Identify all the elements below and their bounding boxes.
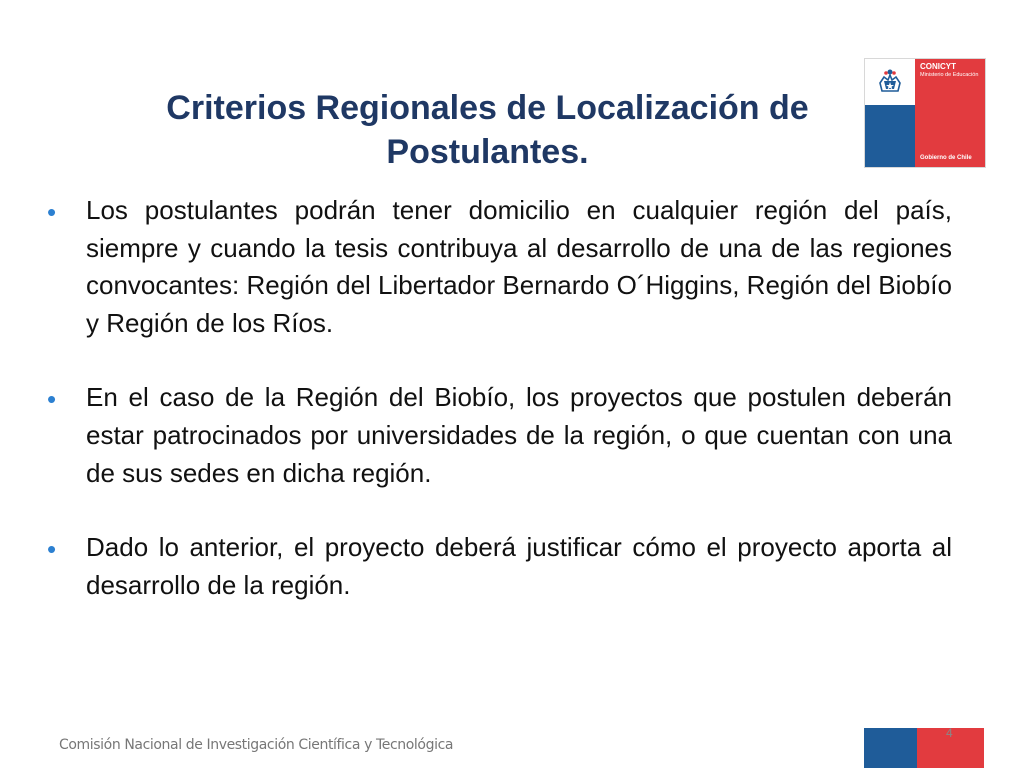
- page-number: 4: [946, 726, 953, 740]
- logo-blue-band: [865, 59, 915, 167]
- footer-blue-band: [864, 728, 917, 768]
- bullet-icon: •: [47, 534, 57, 565]
- logo-government: Gobierno de Chile: [920, 155, 972, 161]
- chile-coat-of-arms-icon: [865, 59, 915, 105]
- slide-title-line-1: Criterios Regionales de Localización de: [166, 89, 809, 127]
- slide-title-line-2: Postulantes.: [386, 133, 589, 171]
- slide-content: [44, 192, 952, 604]
- bullet-text-2: En el caso de la Región del Biobío, los proyectos que postulen deberán estar patrocinados por universidades de la región, o que cuentan con una de sus sedes en dicha región.: [86, 382, 952, 488]
- bullet-text-3: Dado lo anterior, el proyecto deberá justificar cómo el proyecto aporta al desarrollo de la región.: [86, 532, 952, 600]
- bullet-icon: •: [47, 384, 57, 415]
- slide-title: [60, 86, 915, 174]
- footer-organization: Comisión Nacional de Investigación Científica y Tecnológica: [59, 737, 454, 753]
- bullet-item-3: [44, 529, 952, 604]
- bullet-item-2: [44, 379, 952, 492]
- conicyt-logo: [864, 58, 986, 168]
- bullet-icon: •: [47, 197, 57, 227]
- logo-name: CONICYT: [920, 62, 956, 71]
- bullet-item-1: [44, 192, 952, 342]
- bullet-text-1: Los postulantes podrán tener domicilio en cualquier región del país, siempre y cuando la tesis contribuya al desarrollo de una de las regiones convocantes: Región del Libertador Bernardo O´Higgins, Región del Biobío y Región de los Ríos.: [86, 195, 952, 338]
- logo-subtitle: Ministerio de Educación: [920, 72, 979, 78]
- logo-red-band: [915, 59, 985, 167]
- footer-color-bar: [864, 728, 984, 768]
